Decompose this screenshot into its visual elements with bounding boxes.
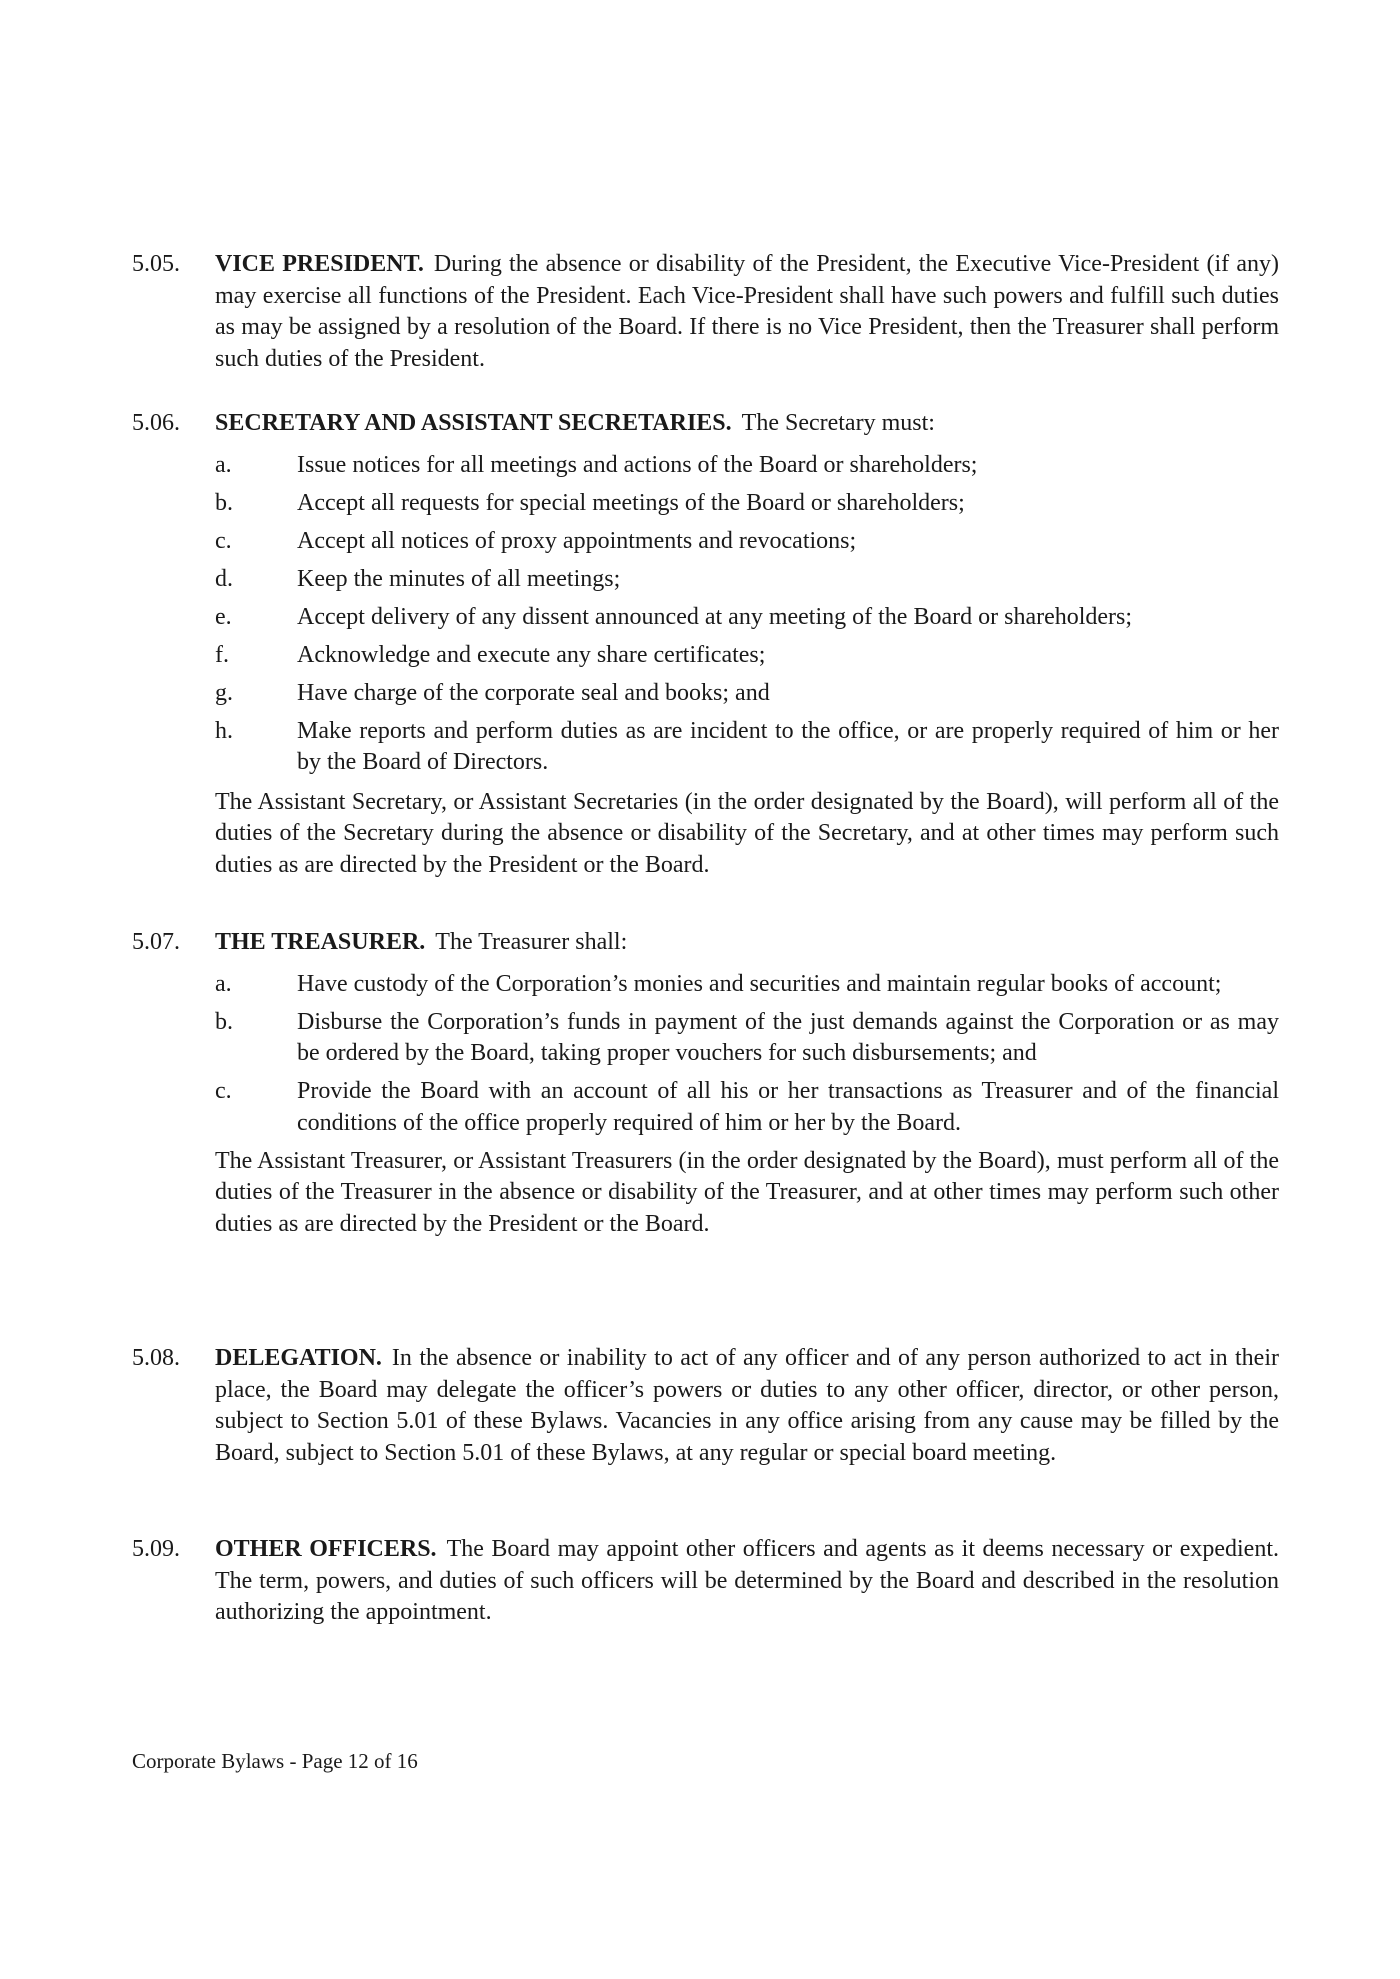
section-number: 5.06. bbox=[132, 410, 180, 436]
section-body bbox=[215, 408, 1279, 440]
list-letter: g. bbox=[215, 679, 233, 706]
section-number: 5.08. bbox=[132, 1345, 180, 1371]
list-item bbox=[215, 564, 1279, 596]
list-item-text: Accept all requests for special meetings of the Board or shareholders; bbox=[297, 489, 965, 516]
list-item bbox=[215, 602, 1279, 634]
section-5-07 bbox=[132, 927, 1282, 1240]
list-letter: a. bbox=[215, 451, 232, 478]
list-item-text: Make reports and perform duties as are incident to the office, or are properly required of him or her by the Board of Directors. bbox=[297, 717, 1279, 775]
section-5-06 bbox=[132, 408, 1282, 881]
section-text: The Treasurer shall: bbox=[435, 929, 628, 955]
section-body bbox=[215, 1534, 1279, 1629]
list-item bbox=[215, 488, 1279, 520]
list-item bbox=[215, 969, 1279, 1001]
section-body bbox=[215, 927, 1279, 959]
list-item-text: Keep the minutes of all meetings; bbox=[297, 565, 621, 592]
list-item-text: Accept delivery of any dissent announced at any meeting of the Board or shareholders; bbox=[297, 603, 1133, 630]
section-title: SECRETARY AND ASSISTANT SECRETARIES. bbox=[215, 410, 732, 436]
list-item bbox=[215, 716, 1279, 779]
page-footer: Corporate Bylaws - Page 12 of 16 bbox=[132, 1749, 418, 1773]
list-letter: d. bbox=[215, 565, 233, 592]
list-item-text: Issue notices for all meetings and actions of the Board or shareholders; bbox=[297, 451, 978, 478]
list-item-text: Accept all notices of proxy appointments and revocations; bbox=[297, 527, 857, 554]
section-5-08 bbox=[132, 1343, 1282, 1469]
list-letter: b. bbox=[215, 489, 233, 516]
section-title: THE TREASURER. bbox=[215, 929, 426, 955]
list-item-text: Provide the Board with an account of all his or her transactions as Treasurer and of the financial conditions of the office properly required of him or her by the Board. bbox=[297, 1078, 1279, 1136]
list-item bbox=[215, 1007, 1279, 1070]
list-letter: c. bbox=[215, 1078, 232, 1104]
list-letter: a. bbox=[215, 970, 232, 997]
list-letter: b. bbox=[215, 1008, 233, 1035]
section-text: During the absence or disability of the President, the Executive Vice-President (if any) may exercise all functions of the President. Each Vice-President shall have such powers and fulfill such duties as may be assigned by a resolution of the Board. If there is no Vice President, then the Treasurer shall perform such duties of the President. bbox=[215, 251, 1279, 372]
section-number: 5.09. bbox=[132, 1536, 180, 1562]
list-item bbox=[215, 678, 1279, 710]
section-text: The Secretary must: bbox=[741, 410, 935, 436]
section-number: 5.05. bbox=[132, 251, 180, 277]
section-5-05 bbox=[132, 249, 1282, 375]
section-title: OTHER OFFICERS. bbox=[215, 1536, 437, 1562]
section-text: In the absence or inability to act of any officer and of any person authorized to act in their place, the Board may delegate the officer’s powers or duties to any other officer, director, or other person, subject to Section 5.01 of these Bylaws. Vacancies in any office arising from any cause may be filled by the Board, subject to Section 5.01 of these Bylaws, at any regular or special board meeting. bbox=[215, 1345, 1279, 1466]
list-item bbox=[215, 450, 1279, 482]
section-body bbox=[215, 1343, 1279, 1469]
assistant-secretary-paragraph: The Assistant Secretary, or Assistant Secretaries (in the order designated by the Board), will perform all of the duties of the Secretary during the absence or disability of the Secretary, and at other times may perform such duties as are directed by the President or the Board. bbox=[215, 788, 1279, 878]
list-item-text: Have custody of the Corporation’s monies and securities and maintain regular books of account; bbox=[297, 970, 1222, 997]
list-item-text: Disburse the Corporation’s funds in payment of the just demands against the Corporation or as may be ordered by the Board, taking proper vouchers for such disbursements; and bbox=[297, 1008, 1279, 1066]
section-title: VICE PRESIDENT. bbox=[215, 251, 424, 277]
section-5-09 bbox=[132, 1534, 1282, 1629]
list-item bbox=[215, 526, 1279, 558]
list-letter: e. bbox=[215, 603, 232, 630]
list-letter: c. bbox=[215, 527, 232, 554]
section-title: DELEGATION. bbox=[215, 1345, 382, 1371]
secretary-duties-list bbox=[215, 450, 1279, 779]
treasurer-duties-list bbox=[215, 969, 1279, 1140]
list-letter: f. bbox=[215, 641, 229, 668]
list-item-text: Have charge of the corporate seal and books; and bbox=[297, 679, 770, 706]
section-body bbox=[215, 249, 1279, 375]
list-item bbox=[215, 1076, 1279, 1139]
list-letter: h. bbox=[215, 717, 233, 744]
assistant-treasurer-paragraph: The Assistant Treasurer, or Assistant Treasurers (in the order designated by the Board), must perform all of the duties of the Treasurer in the absence or disability of the Treasurer, and at other times may perform such other duties as are directed by the President or the Board. bbox=[215, 1147, 1279, 1237]
list-item-text: Acknowledge and execute any share certificates; bbox=[297, 641, 766, 668]
section-text: The Board may appoint other officers and agents as it deems necessary or expedient. The term, powers, and duties of such officers will be determined by the Board and described in the resolution authorizing the appointment. bbox=[215, 1536, 1279, 1625]
section-number: 5.07. bbox=[132, 929, 180, 955]
list-item bbox=[215, 640, 1279, 672]
